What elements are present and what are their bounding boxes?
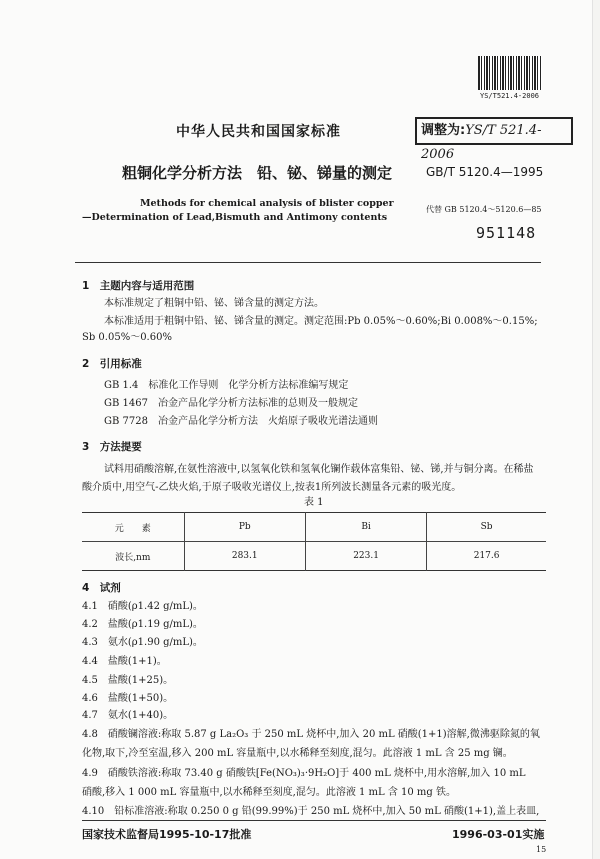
paragraph: 试料用硝酸溶解,在氨性溶液中,以氢氧化铁和氢氧化镧作载体富集铅、铋、锑,并与铜分离。在稀盐: [104, 464, 534, 475]
reagent-item: 4.5 盐酸(1+25)。: [82, 675, 174, 686]
barcode-label: YS/T521.4-2006: [480, 92, 540, 100]
standard-number: GB/T 5120.4—1995: [426, 165, 544, 179]
reagent-item: 4.8 硝酸镧溶液:称取 5.87 g La₂O₃ 于 250 mL 烧杯中,加入 20 mL 硝酸(1+1)溶解,微沸驱除氮的氧: [82, 729, 540, 740]
reagent-item: 4.9 硝酸铁溶液:称取 73.40 g 硝酸铁[Fe(NO₃)₃·9H₂O]于 400 mL 烧杯中,用水溶解,加入 10 mL: [82, 768, 526, 779]
national-standard-heading: 中华人民共和国国家标准: [176, 124, 341, 140]
replaces-note: 代替 GB 5120.4～5120.6—85: [426, 205, 542, 214]
reagent-item: 4.1 硝酸(ρ1.42 g/mL)。: [82, 601, 203, 612]
title-en-1: Methods for chemical analysis of blister copper: [140, 198, 394, 209]
table-cell: 223.1: [305, 542, 426, 571]
stamp-value: YS/T 521.4-2006: [421, 123, 542, 162]
section-2-title: 2 引用标准: [82, 358, 142, 370]
table-header-row: [82, 513, 546, 542]
footer-divider: [82, 820, 546, 821]
barcode: [478, 56, 542, 90]
paragraph: 本标准规定了粗铜中铅、铋、锑含量的测定方法。: [104, 298, 324, 309]
approval-date: 国家技术监督局1995-10-17批准: [82, 828, 252, 841]
reagent-item: 4.3 氨水(ρ1.90 g/mL)。: [82, 637, 203, 648]
reagent-item: 4.4 盐酸(1+1)。: [82, 656, 167, 667]
effective-date: 1996-03-01实施: [452, 828, 545, 841]
reagent-item: 4.7 氨水(1+40)。: [82, 710, 174, 721]
table-cell: Pb: [184, 513, 305, 542]
section-4-title: 4 试剂: [82, 582, 121, 594]
reagent-item: 硝酸,移入 1 000 mL 容量瓶中,以水稀释至刻度,混匀。此溶液 1 mL 含 10 mg 铁。: [82, 787, 456, 798]
table-cell: 波长,nm: [115, 552, 151, 563]
table-cell: Bi: [305, 513, 426, 542]
title-en-2: —Determination of Lead,Bismuth and Antimony contents: [82, 212, 388, 223]
table-cell: 217.6: [427, 542, 546, 571]
table-cell: 元 素: [82, 513, 184, 542]
table-cell: 283.1: [184, 542, 305, 571]
header-divider: [75, 262, 541, 263]
reference-item: GB 1.4 标准化工作导则 化学分析方法标准编写规定: [104, 380, 349, 391]
reference-item: GB 7728 冶金产品化学分析方法 火焰原子吸收光谱法通则: [104, 416, 378, 427]
reagent-item: 化物,取下,冷至室温,移入 200 mL 容量瓶中,以水稀释至刻度,混匀。此溶液 1 mL 含 25 mg 镧。: [82, 748, 513, 759]
section-3-title: 3 方法提要: [82, 441, 142, 453]
serial-number: 951148: [476, 224, 537, 242]
stamp-prefix: 调整为:: [421, 123, 466, 138]
reagent-item: 4.10 铅标准溶液:称取 0.250 0 g 铅(99.99%)于 250 mL 烧杯中,加入 50 mL 硝酸(1+1),盖上表皿,: [82, 806, 540, 817]
table-cell: Sb: [427, 513, 546, 542]
table-caption: 表 1: [304, 497, 324, 508]
reference-item: GB 1467 冶金产品化学分析方法标准的总则及一般规定: [104, 398, 358, 409]
table-row: [82, 542, 546, 571]
section-1-title: 1 主题内容与适用范围: [82, 280, 195, 292]
reagent-item: 4.2 盐酸(ρ1.19 g/mL)。: [82, 619, 203, 630]
reagent-item: 4.6 盐酸(1+50)。: [82, 693, 174, 704]
paragraph: 本标准适用于粗铜中铅、铋、锑含量的测定。测定范围:Pb 0.05%～0.60%;Bi 0.008%～0.15%;: [104, 316, 538, 327]
paragraph: Sb 0.05%～0.60%: [82, 332, 172, 343]
paragraph: 酸介质中,用空气-乙炔火焰,于原子吸收光谱仪上,按表1所列波长测量各元素的吸光度。: [82, 482, 462, 493]
page-title: 粗铜化学分析方法 铅、铋、锑量的测定: [122, 164, 393, 182]
wavelength-table: [82, 512, 546, 571]
adjustment-stamp: [415, 117, 573, 162]
page-number: 15: [536, 845, 547, 854]
